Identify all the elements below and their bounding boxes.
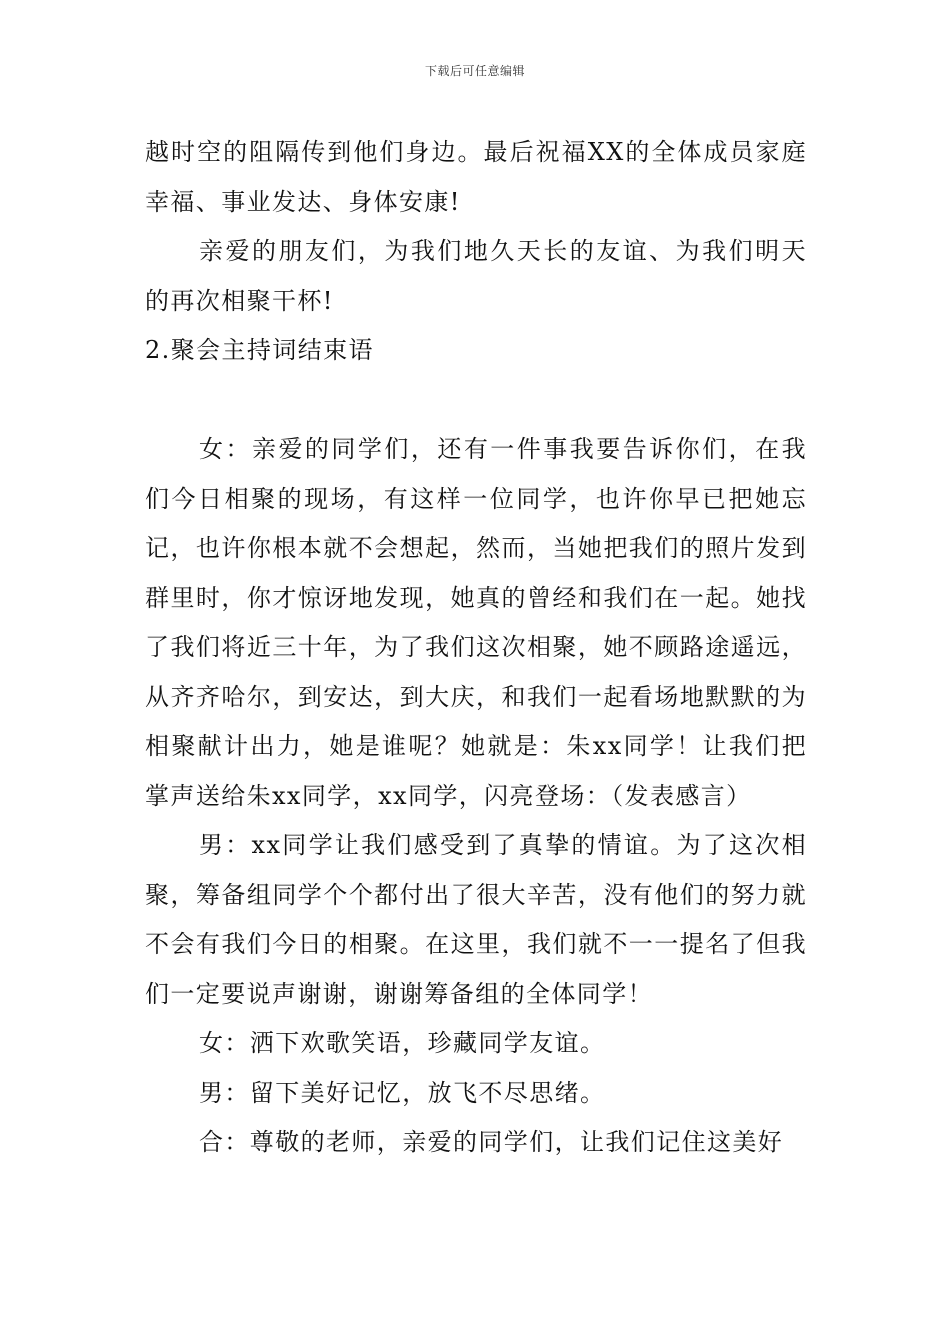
document-body [145, 128, 807, 1168]
blank-line [145, 376, 807, 426]
paragraph-female-host-line: 女：洒下欢歌笑语，珍藏同学友谊。 [199, 1029, 606, 1057]
paragraph-toast: 亲爱的朋友们，为我们地久天长的友谊、为我们明天的再次相聚干杯! [145, 237, 807, 315]
paragraph-blessing: 越时空的阻隔传到他们身边。最后祝福XX的全体成员家庭幸福、事业发达、身体安康! [145, 138, 807, 216]
page-header: 下载后可任意编辑 [424, 64, 525, 78]
paragraph-together-line: 合：尊敬的老师，亲爱的同学们，让我们记住这美好 [199, 1128, 784, 1156]
paragraph-male-host-thanks: 男：xx同学让我们感受到了真挚的情谊。为了这次相聚，筹备组同学个个都付出了很大辛苦，没有他们的努力就不会有我们今日的相聚。在这里，我们就不一一提名了但我们一定要说声谢谢，谢谢筹备组的全体同学！ [145, 831, 807, 1008]
paragraph-male-host-line: 男：留下美好记忆，放飞不尽思绪。 [199, 1078, 606, 1107]
section-heading: 2.聚会主持词结束语 [145, 336, 374, 364]
paragraph-female-host-intro: 女：亲爱的同学们，还有一件事我要告诉你们，在我们今日相聚的现场，有这样一位同学，也许你早已把她忘记，也许你根本就不会想起，然而，当她把我们的照片发到群里时，你才惊讶地发现，她真的曾经和我们在一起。她找了我们将近三十年，为了我们这次相聚，她不顾路途遥远，从齐齐哈尔，到安达，到大庆，和我们一起看场地默默的为相聚献计出力，她是谁呢？她就是：朱xx同学！让我们把掌声送给朱xx同学，xx同学，闪亮登场：（发表感言） [145, 435, 807, 810]
